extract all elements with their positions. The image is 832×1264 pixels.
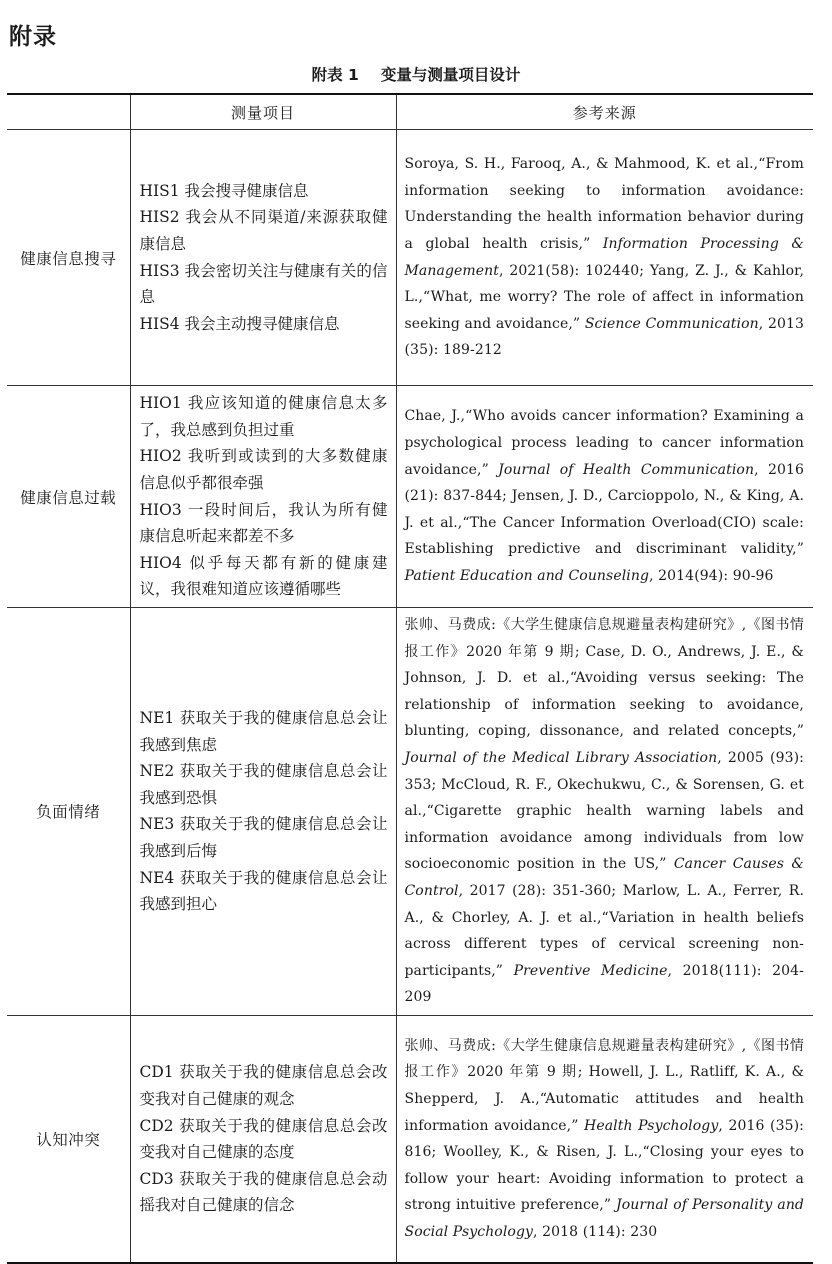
- table-caption: [0, 63, 832, 85]
- construct-cell: 健康信息过载: [7, 386, 130, 608]
- measurement-item: HIO2 我听到或读到的大多数健康信息似乎都很牵强: [139, 447, 388, 492]
- journal-title: Journal of the Medical Library Association: [404, 749, 718, 766]
- items-cell: [130, 386, 396, 608]
- appendix-heading: 附录: [9, 24, 57, 50]
- header-items: 测量项目: [130, 94, 396, 130]
- reference-text: Chae, J.,“Who avoids cancer information? Examining a psychological process leading to cancer information avoidance,”: [404, 408, 804, 478]
- measurement-item: NE4 获取关于我的健康信息总会让我感到担心: [139, 868, 388, 914]
- journal-title: Health Psychology: [584, 1117, 719, 1134]
- measurement-item: CD3 获取关于我的健康信息总会动摇我对自己健康的信念: [139, 1169, 388, 1215]
- items-cell: [130, 130, 396, 386]
- measurement-item: HIS1 我会搜寻健康信息: [139, 181, 309, 200]
- reference-text: Soroya, S. H., Farooq, A., & Mahmood, K. et al.,“From information seeking to information avoidance: Understanding the health information behavior during a global health crisis,”: [404, 156, 804, 252]
- table-caption-number: 附表 1: [311, 66, 359, 84]
- header-construct: [7, 94, 130, 130]
- table-row: [7, 130, 813, 386]
- items-cell: [130, 608, 396, 1016]
- table-row: [7, 608, 813, 1016]
- reference-cell: [396, 386, 813, 608]
- journal-title: Journal of Personality and Social Psychology: [404, 1197, 804, 1240]
- measurement-item: NE1 获取关于我的健康信息总会让我感到焦虑: [139, 709, 388, 754]
- items-cell: [130, 1015, 396, 1263]
- construct-cell: 认知冲突: [7, 1015, 130, 1263]
- measurement-item: CD2 获取关于我的健康信息总会改变我对自己健康的态度: [139, 1116, 388, 1162]
- reference-text: , 2018 (114): 230: [533, 1223, 658, 1240]
- reference-text: , 2005 (93): 353; McCloud, R. F., Okechukwu, C., & Sorensen, G. et al.,“Cigarette graphic health warning labels and information avoidance among individuals from low socioeconomic position in the US,”: [404, 749, 804, 873]
- reference-text: , 2014(94): 90-96: [649, 567, 774, 584]
- reference-text: , 2021(58): 102440; Yang, Z. J., & Kahlor, L.,“What, me worry? The role of affect in information seeking and avoidance,”: [404, 262, 804, 332]
- table-row: [7, 386, 813, 608]
- construct-cell: 负面情绪: [7, 608, 130, 1016]
- journal-title: Patient Education and Counseling: [404, 567, 650, 584]
- reference-text: 张帅、马费成:《大学生健康信息规避量表构建研究》,《图书情报工作》2020 年第 9 期; Case, D. O., Andrews, J. E., & Johnson, J. D. et al.,“Avoiding versus seeking: The relationship of information seeking to avoidance, blunting, coping, dissonance, and related concepts,”: [404, 617, 804, 740]
- measurement-item: NE2 获取关于我的健康信息总会让我感到恐惧: [139, 762, 388, 807]
- header-references: 参考来源: [396, 94, 813, 130]
- table-body: [7, 130, 813, 1264]
- measurement-item: HIS4 我会主动搜寻健康信息: [139, 314, 340, 333]
- reference-cell: [396, 1015, 813, 1263]
- table-row: [7, 1015, 813, 1263]
- journal-title: Preventive Medicine: [513, 962, 668, 979]
- reference-text: 张帅、马费成:《大学生健康信息规避量表构建研究》,《图书情报工作》2020 年第 9 期; Howell, J. L., Ratliff, K. A., & Shepperd, J. A.,“Automatic attitudes and health information avoidance,”: [404, 1037, 804, 1134]
- reference-text: , 2013 (35): 189-212: [404, 315, 804, 359]
- journal-title: Science Communication: [584, 315, 759, 332]
- table-header-row: [7, 94, 813, 130]
- reference-text: , 2018(111): 204-209: [404, 962, 804, 1006]
- reference-text: , 2017 (28): 351-360; Marlow, L. A., Ferrer, R. A., & Chorley, A. J. et al.,“Variation in health beliefs across different types of cervical screening non-participants,”: [404, 882, 804, 979]
- journal-title: Journal of Health Communication: [498, 461, 755, 478]
- measurement-item: HIS3 我会密切关注与健康有关的信息: [139, 261, 388, 307]
- reference-cell: [396, 608, 813, 1016]
- measurement-item: HIO1 我应该知道的健康信息太多了，我总感到负担过重: [139, 394, 388, 439]
- construct-cell: 健康信息搜寻: [7, 130, 130, 386]
- measurement-item: HIS2 我会从不同渠道/来源获取健康信息: [139, 208, 388, 253]
- variables-table: [7, 93, 813, 1264]
- table-caption-title: 变量与测量项目设计: [380, 66, 521, 84]
- journal-title: Cancer Causes & Control: [404, 856, 804, 899]
- reference-cell: [396, 130, 813, 386]
- reference-text: , 2016 (35): 816; Woolley, K., & Risen, J. L.,“Closing your eyes to follow your heart: Avoiding information to protect a strong intuitive preference,”: [404, 1117, 804, 1214]
- measurement-item: NE3 获取关于我的健康信息总会让我感到后悔: [139, 815, 388, 861]
- measurement-item: HIO3 一段时间后，我认为所有健康信息听起来都差不多: [139, 500, 388, 546]
- measurement-item: CD1 获取关于我的健康信息总会改变我对自己健康的观念: [139, 1063, 388, 1108]
- reference-text: , 2016 (21): 837-844; Jensen, J. D., Carcioppolo, N., & King, A. J. et al.,“The Cancer Information Overload(CIO) scale: Establishing predictive and discriminant validity,”: [404, 461, 804, 558]
- journal-title: Information Processing & Management: [404, 235, 804, 279]
- measurement-item: HIO4 似乎每天都有新的健康建议，我很难知道应该遵循哪些: [139, 553, 388, 599]
